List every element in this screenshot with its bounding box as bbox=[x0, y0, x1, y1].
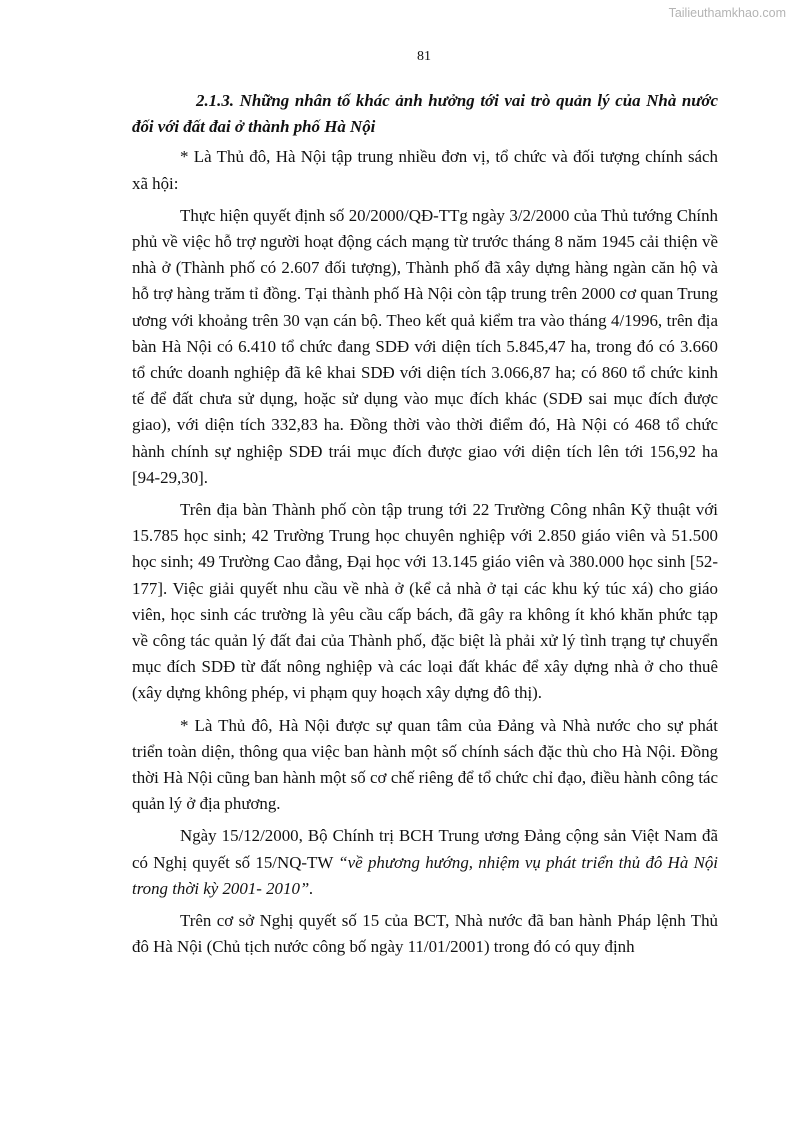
resolution-title-quote: “về phương hướng, nhiệm vụ phát triển thủ đô Hà Nội trong thời kỳ 2001- 2010”. bbox=[132, 852, 718, 898]
section-heading: 2.1.3. Những nhân tố khác ảnh hưởng tới vai trò quản lý của Nhà nước đối với đất đai ở thành phố Hà Nội bbox=[132, 91, 718, 137]
paragraph-5 bbox=[132, 823, 718, 902]
document-body bbox=[132, 88, 718, 967]
paragraph-3: Trên địa bàn Thành phố còn tập trung tới 22 Trường Công nhân Kỹ thuật với 15.785 học sinh; 42 Trường Trung học chuyên nghiệp với 2.850 giáo viên và 51.500 học sinh; 49 Trường Cao đẳng, Đại học với 13.145 giáo viên và 380.000 học sinh [52-177]. Việc giải quyết nhu cầu về nhà ở (kể cả nhà ở tại các khu ký túc xá) cho giáo viên, học sinh các trường là yêu cầu cấp bách, đã gây ra không ít khó khăn phức tạp về công tác quản lý đất đai của Thành phố, đặc biệt là phải xử lý tình trạng tự chuyển mục đích SDĐ từ đất nông nghiệp và các loại đất khác để xây dựng nhà ở cho thuê (xây dựng không phép, vi phạm quy hoạch xây dựng đô thị). bbox=[132, 500, 718, 703]
page-number: 81 bbox=[417, 49, 431, 64]
watermark-text: Tailieuthamkhao.com bbox=[668, 6, 786, 20]
paragraph-4: * Là Thủ đô, Hà Nội được sự quan tâm của Đảng và Nhà nước cho sự phát triển toàn diện, thông qua việc ban hành một số chính sách đặc thù cho Hà Nội. Đồng thời Hà Nội cũng ban hành một số cơ chế riêng để tổ chức chỉ đạo, điều hành công tác quản lý ở địa phương. bbox=[132, 715, 718, 814]
paragraph-6: Trên cơ sở Nghị quyết số 15 của BCT, Nhà nước đã ban hành Pháp lệnh Thủ đô Hà Nội (Chủ tịch nước công bố ngày 11/01/2001) trong đó có quy định bbox=[132, 911, 718, 957]
paragraph-5-text: Ngày 15/12/2000, Bộ Chính trị BCH Trung ương Đảng cộng sản Việt Nam đã có Nghị quyết số 15/NQ-TW bbox=[132, 826, 718, 872]
paragraph-2: Thực hiện quyết định số 20/2000/QĐ-TTg ngày 3/2/2000 của Thủ tướng Chính phủ về việc hỗ trợ người hoạt động cách mạng từ trước tháng 8 năm 1945 cải thiện về nhà ở (Thành phố có 2.607 đối tượng), Thành phố đã xây dựng hàng ngàn căn hộ và hỗ trợ hàng trăm tỉ đồng. Tại thành phố Hà Nội còn tập trung trên 2000 cơ quan Trung ương với khoảng trên 30 vạn cán bộ. Theo kết quả kiểm tra vào tháng 4/1996, trên địa bàn Hà Nội có 6.410 tổ chức đang SDĐ với diện tích 5.845,47 ha, trong đó có 3.660 tổ chức doanh nghiệp đã kê khai SDĐ với diện tích 3.066,87 ha; có 860 tổ chức kinh tế để đất chưa sử dụng, hoặc sử dụng vào mục đích khác (SDĐ sai mục đích được giao), với diện tích 332,83 ha. Đồng thời vào thời điểm đó, Hà Nội có 468 tổ chức hành chính sự nghiệp SDĐ trái mục đích được giao với diện tích lên tới 156,92 ha [94-29,30]. bbox=[132, 205, 718, 487]
paragraph-1: * Là Thủ đô, Hà Nội tập trung nhiều đơn vị, tổ chức và đối tượng chính sách xã hội: bbox=[132, 147, 718, 193]
